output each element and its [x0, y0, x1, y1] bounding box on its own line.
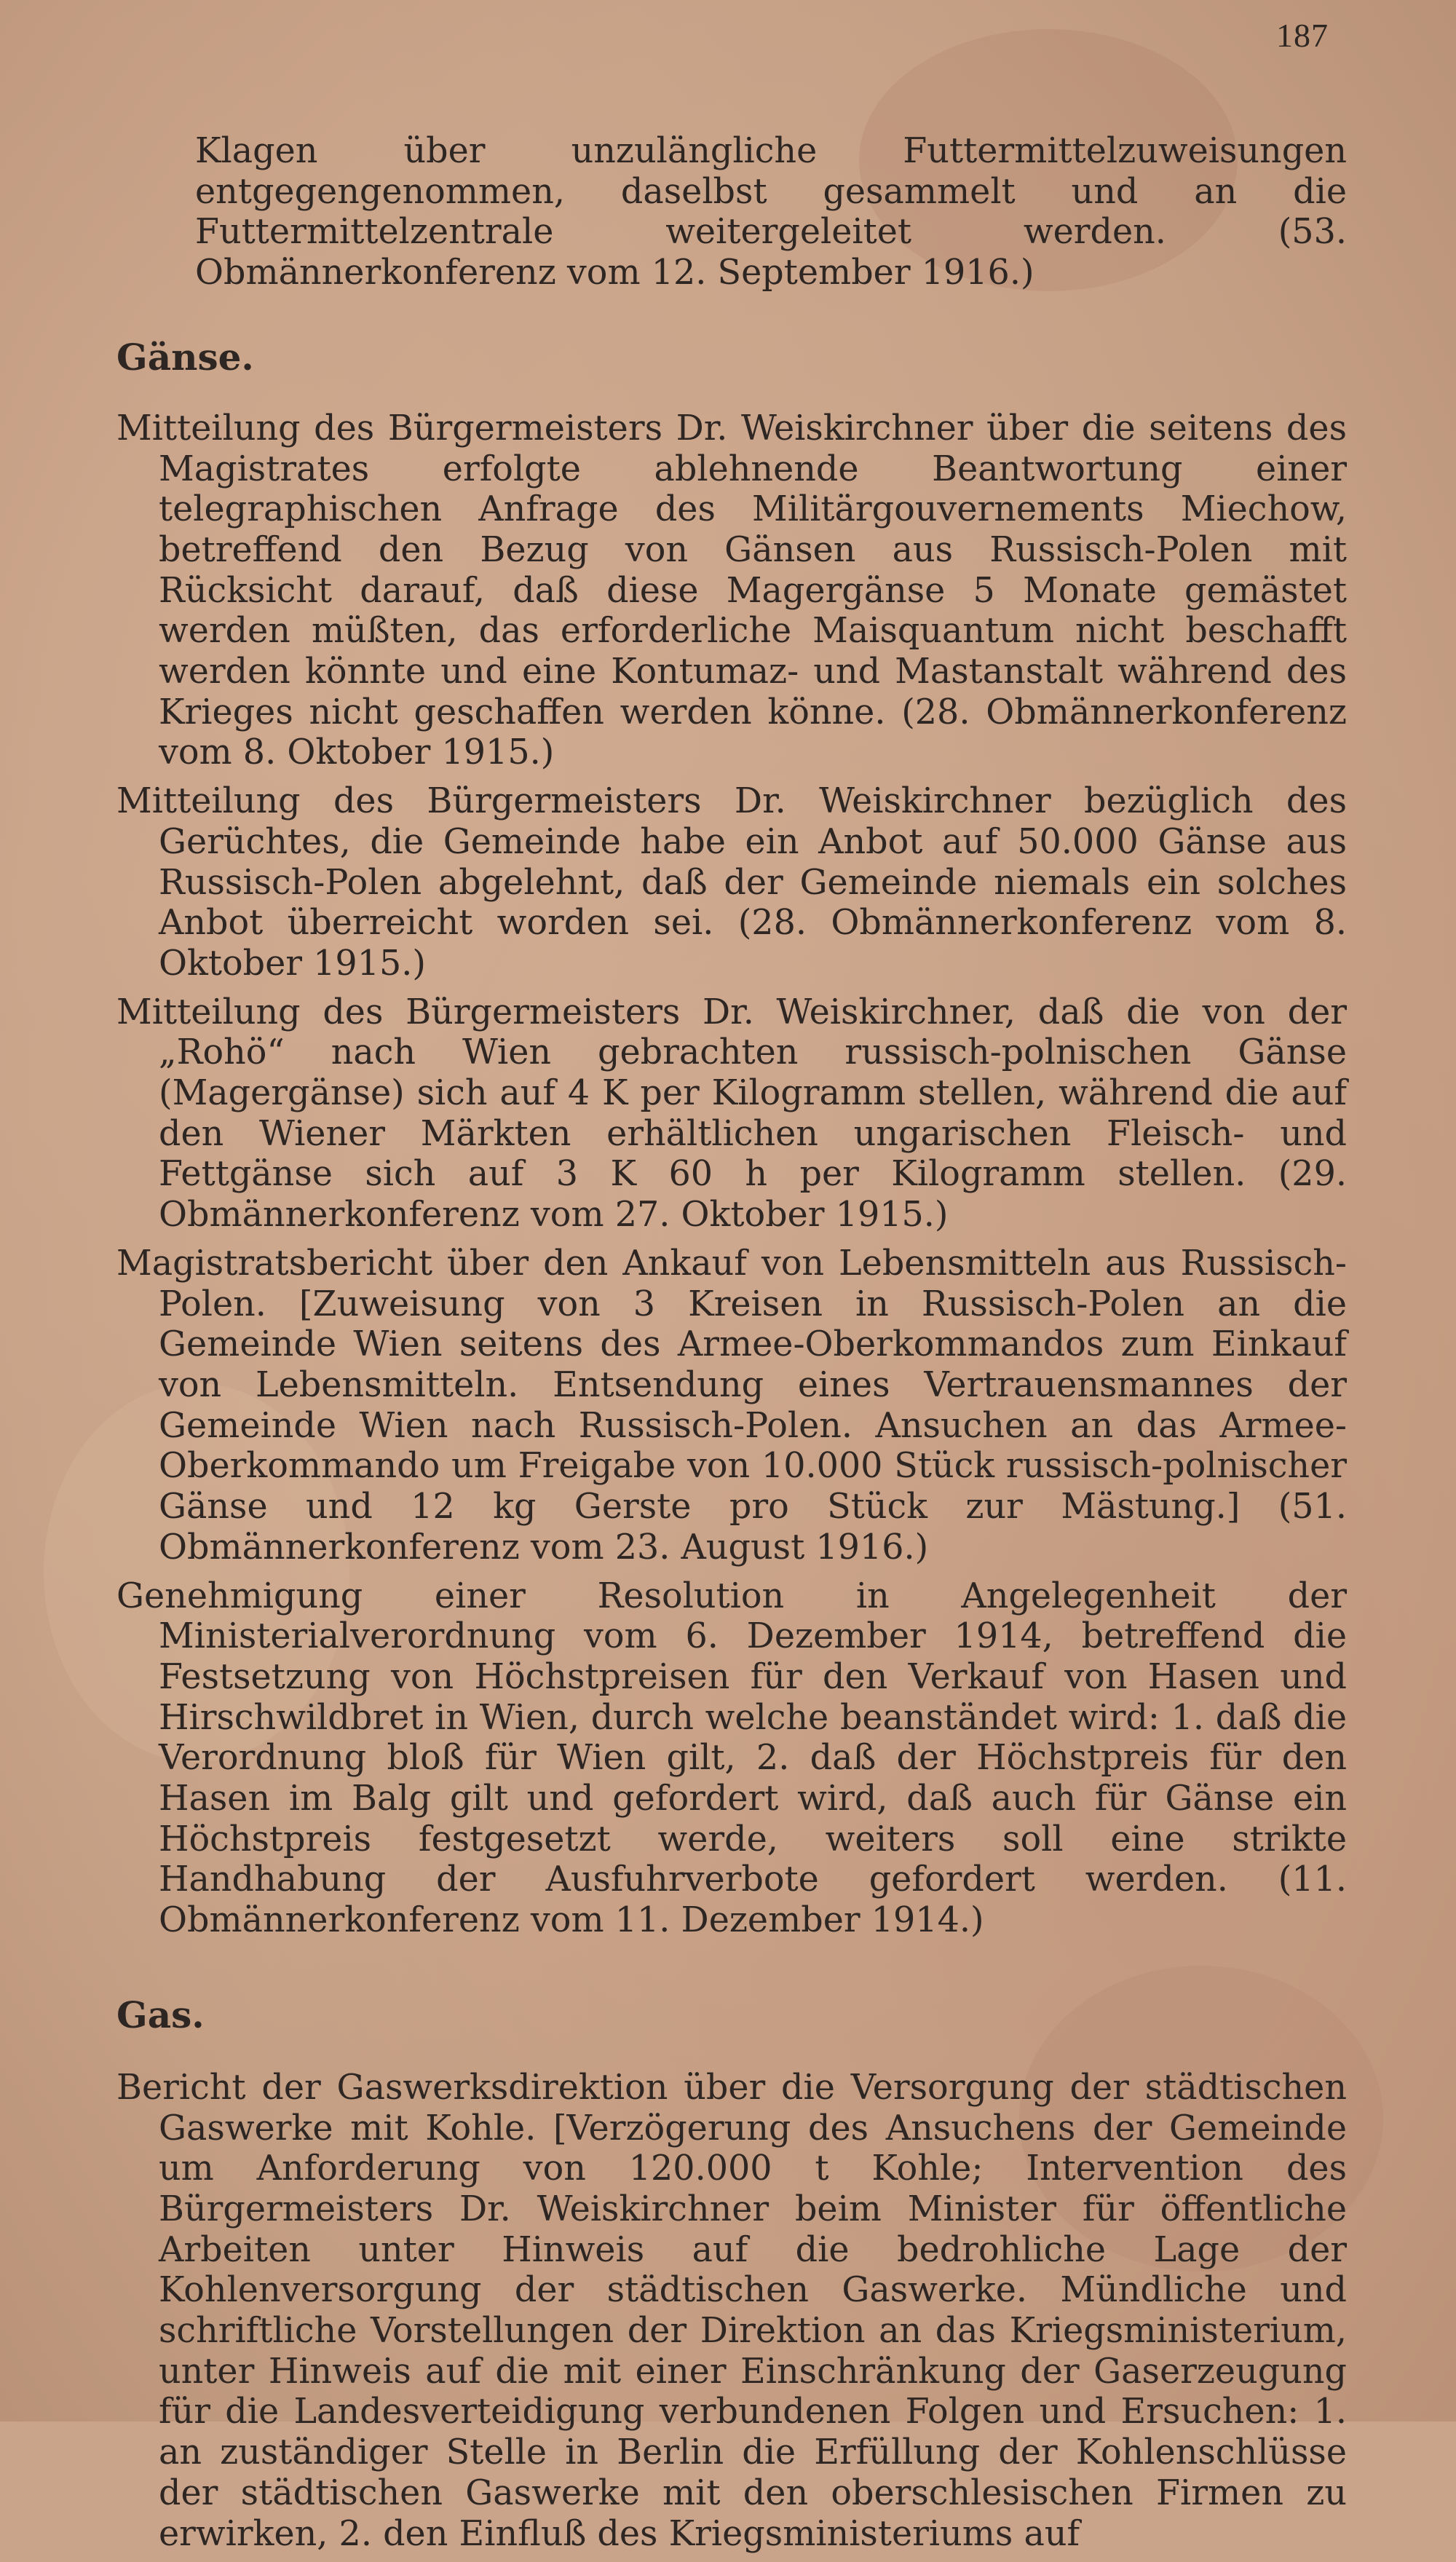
- index-entry: Bericht der Gaswerksdirektion über die Versorgung der städtischen Gaswerke mit Kohle. [Verzögerung des Ansuchens der Gemeinde um Anforderung von 120.000 t Kohle; Intervention des Bürgermeisters Dr. Weiskirchner beim Minister für öffentliche Arbeiten unter Hinweis auf die bedrohliche Lage der Kohlenversorgung der städtischen Gaswerke. Mündliche und schriftliche Vorstellungen der Direktion an das Kriegsministerium, unter Hinweis auf die mit einer Einschränkung der Gaserzeugung für die Landesverteidigung verbundenen Folgen und Ersuchen: 1. an zuständiger Stelle in Berlin die Erfüllung der Kohlenschlüsse der städtischen Gaswerke mit den oberschlesischen Firmen zu erwirken, 2. den Einfluß des Kriegsministeriums auf: [116, 2067, 1347, 2554]
- index-entry: Mitteilung des Bürgermeisters Dr. Weiskirchner bezüglich des Gerüchtes, die Gemeinde habe ein Anbot auf 50.000 Gänse aus Russisch-Polen abgelehnt, daß der Gemeinde niemals ein solches Anbot überreicht worden sei. (28. Obmännerkonferenz vom 8. Oktober 1915.): [116, 781, 1347, 984]
- index-entry: Magistratsbericht über den Ankauf von Lebensmitteln aus Russisch-Polen. [Zuweisung von 3 Kreisen in Russisch-Polen an die Gemeinde Wien seitens des Armee-Oberkommandos zum Einkauf von Lebensmitteln. Entsendung eines Vertrauensmannes der Gemeinde Wien nach Russisch-Polen. Ansuchen an das Armee-Oberkommando um Freigabe von 10.000 Stück russisch-polnischer Gänse und 12 kg Gerste pro Stück zur Mästung.] (51. Obmännerkonferenz vom 23. August 1916.): [116, 1243, 1347, 1567]
- index-entry: Mitteilung des Bürgermeisters Dr. Weiskirchner über die seitens des Magistrates erfolgte ablehnende Beantwortung einer telegraphischen Anfrage des Militärgouvernements Miechow, betreffend den Bezug von Gänsen aus Russisch-Polen mit Rücksicht darauf, daß diese Magergänse 5 Monate gemästet werden müßten, das erforderliche Maisquantum nicht beschafft werden könnte und eine Kontumaz- und Mastanstalt während des Krieges nicht geschaffen werden könne. (28. Obmännerkonferenz vom 8. Oktober 1915.): [116, 408, 1347, 773]
- page-number: 187: [1276, 17, 1329, 54]
- index-entry: Genehmigung einer Resolution in Angelegenheit der Ministerialverordnung vom 6. Dezember 1914, betreffend die Festsetzung von Höchstpreisen für den Verkauf von Hasen und Hirschwildbret in Wien, durch welche beanständet wird: 1. daß die Verordnung bloß für Wien gilt, 2. daß der Höchstpreis für den Hasen im Balg gilt und gefordert wird, daß auch für Gänse ein Höchstpreis festgesetzt werde, weiters soll eine strikte Handhabung der Ausfuhrverbote gefordert werden. (11. Obmännerkonferenz vom 11. Dezember 1914.): [116, 1575, 1347, 1941]
- index-text: [116, 131, 1347, 2562]
- section-heading-gaense: Gänse.: [116, 335, 254, 379]
- section-heading-gas: Gas.: [116, 1993, 205, 2036]
- index-entry: Mitteilung des Bürgermeisters Dr. Weiskirchner, daß die von der „Rohö“ nach Wien gebrachten russisch-polnischen Gänse (Magergänse) sich auf 4 K per Kilogramm stellen, während die auf den Wiener Märkten erhältlichen ungarischen Fleisch- und Fettgänse sich auf 3 K 60 h per Kilogramm stellen. (29. Obmännerkonferenz vom 27. Oktober 1915.): [116, 992, 1347, 1235]
- continued-entry: Klagen über unzulängliche Futtermittelzuweisungen entgegengenommen, daselbst gesammelt und an die Futtermittelzentrale weitergeleitet werden. (53. Obmännerkonferenz vom 12. September 1916.): [195, 131, 1347, 293]
